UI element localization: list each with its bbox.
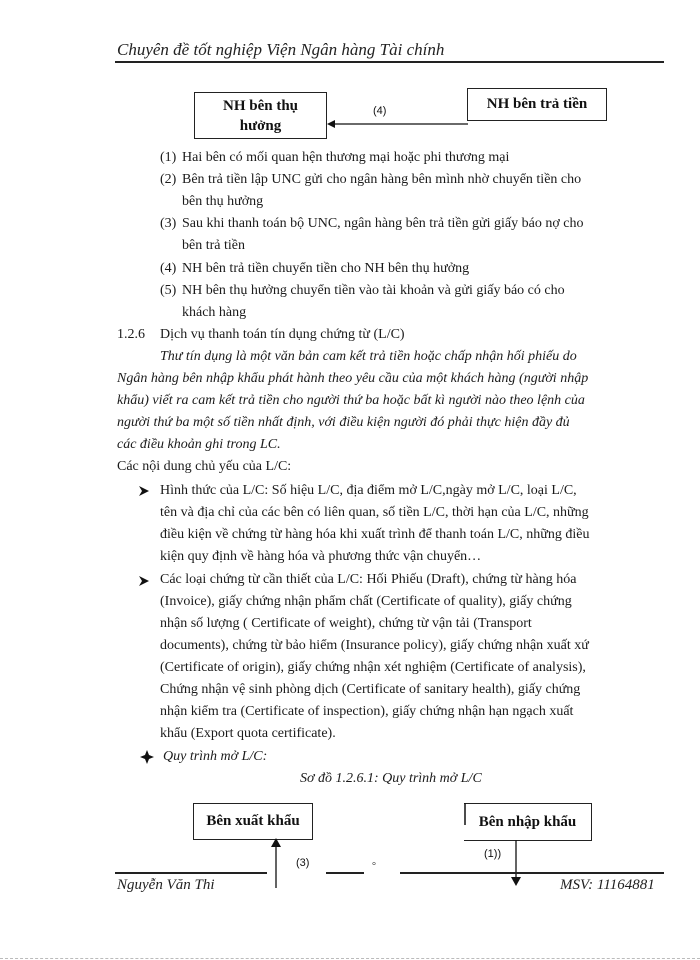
step-text: bên trả tiền: [182, 238, 245, 253]
arrow-bullet-icon: [138, 575, 150, 587]
bullet-line: (Certificate of origin), giấy chứng nhận xét nghiệm (Certificate of analysis),: [160, 660, 586, 675]
payer-bank-label: NH bên trả tiền: [486, 96, 588, 112]
footer-author: Nguyễn Văn Thi: [117, 877, 215, 893]
bullet-line: (Invoice), giấy chứng nhận phẩm chất (Certificate of quality), giấy chứng: [160, 594, 572, 609]
payer-bank-box: [467, 88, 607, 121]
footer-rule-segment: [400, 872, 664, 874]
definition-line: khẩu) viết ra cam kết trả tiền cho người thứ ba hoặc bất kì người nào theo lệnh của: [117, 393, 585, 408]
bullet-line: nhận kiểm tra (Certificate of inspection), giấy chứng nhận hạn ngạch xuất: [160, 704, 574, 719]
bullet-line: điều kiện về chứng từ hàng hóa khi xuất trình để thanh toán L/C, những điều: [160, 527, 590, 542]
bullet-line: Các loại chứng từ cần thiết của L/C: Hối Phiếu (Draft), chứng từ hàng hóa: [160, 572, 577, 587]
transfer-arrow-label: (4): [373, 105, 387, 117]
importer-box-left-edge: [462, 803, 468, 841]
bullet-line: kiện quy định về hàng hóa và phương thức vận chuyển…: [160, 549, 482, 564]
step-text: Sau khi thanh toán bộ UNC, ngân hàng bên trả tiền gửi giấy báo nợ cho: [182, 216, 584, 231]
definition-line: Thư tín dụng là một văn bản cam kết trả tiền hoặc chấp nhận hối phiếu do: [160, 349, 577, 364]
separator-dot-icon: °: [372, 861, 376, 872]
definition-line: người thứ ba một số tiền nhất định, với điều kiện người đó phải thực hiện đầy đủ: [117, 415, 570, 430]
exporter-label: Bên xuất khẩu: [206, 813, 300, 829]
step-text: khách hàng: [182, 305, 247, 320]
bullet-line: documents), chứng từ bảo hiểm (Insurance policy), giấy chứng nhận xuất xứ: [160, 638, 589, 653]
footer-rule-segment: [326, 872, 364, 874]
bullet-line: nhận số lượng ( Certificate of weight), chứng từ vận tải (Transport: [160, 616, 532, 631]
exporter-box: [193, 803, 313, 840]
bullet-line: Hình thức của L/C: Số hiệu L/C, địa điểm mở L/C,ngày mở L/C, loại L/C,: [160, 483, 577, 498]
step-number: (1): [160, 150, 177, 165]
bullet-line: khẩu (Export quota certificate).: [160, 726, 336, 741]
definition-line: Ngân hàng bên nhập khẩu phát hành theo yêu cầu của một khách hàng (người nhập: [117, 371, 589, 386]
arrow-up-to-exporter: [270, 838, 282, 888]
section-title: Dịch vụ thanh toán tín dụng chứng từ (L/C): [160, 327, 405, 342]
step-number: (4): [160, 261, 177, 276]
header-rule: [115, 61, 664, 63]
page-header-title: Chuyên đề tốt nghiệp Viện Ngân hàng Tài chính: [117, 40, 445, 59]
step-number: (5): [160, 283, 177, 298]
bullet-line: tên và địa chỉ của các bên có liên quan, số tiền L/C, thời hạn của L/C, những: [160, 505, 589, 520]
footer-student-id: MSV: 11164881: [560, 877, 655, 893]
beneficiary-bank-box: [194, 92, 327, 139]
arrow-bullet-icon: [138, 485, 150, 497]
step-number: (3): [160, 216, 177, 231]
step-text: Bên trả tiền lập UNC gửi cho ngân hàng bên mình nhờ chuyển tiền cho: [182, 172, 582, 187]
section-number: 1.2.6: [117, 327, 145, 342]
page-bottom-border: [0, 958, 700, 959]
transfer-arrow: [327, 100, 469, 130]
importer-box: [464, 803, 592, 841]
flow-label-1: (1)): [484, 848, 502, 860]
importer-label: Bên nhập khẩu: [478, 813, 577, 830]
arrow-down-from-importer: [510, 840, 522, 886]
process-heading: Quy trình mở L/C:: [163, 749, 268, 764]
step-text: NH bên thụ hưởng chuyển tiền vào tài khoản và gửi giấy báo có cho: [182, 283, 565, 298]
definition-line: các điều khoản ghi trong LC.: [117, 437, 281, 452]
diagram-caption: Sơ đồ 1.2.6.1: Quy trình mở L/C: [300, 771, 482, 786]
step-text: Hai bên có mối quan hện thương mại hoặc phi thương mại: [182, 150, 510, 165]
flow-label-3: (3): [296, 857, 310, 869]
step-text: NH bên trả tiền chuyển tiền cho NH bên thụ hưởng: [182, 261, 470, 276]
diamond-bullet-icon: [140, 750, 154, 764]
step-text: bên thụ hưởng: [182, 194, 264, 209]
contents-heading: Các nội dung chủ yếu của L/C:: [117, 459, 292, 474]
step-number: (2): [160, 172, 177, 187]
bullet-line: Chứng nhận vệ sinh phòng dịch (Certificate of sanitary health), giấy chứng: [160, 682, 581, 697]
beneficiary-bank-label: NH bên thụ hưởng: [222, 97, 299, 134]
footer-rule-segment: [115, 872, 267, 874]
